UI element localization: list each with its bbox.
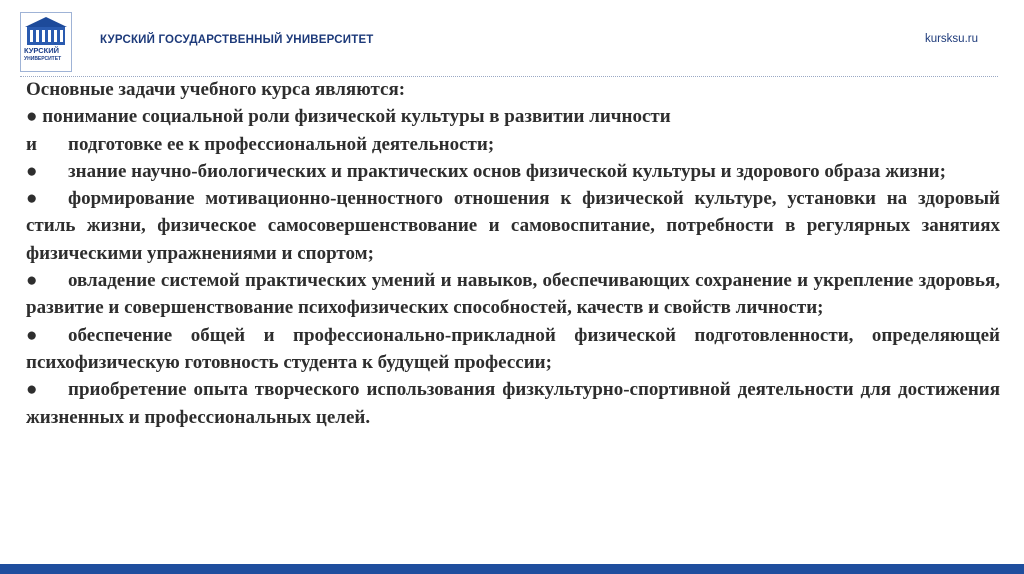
list-item xyxy=(26,103,1000,130)
slide-header xyxy=(0,0,1024,76)
list-item-text: овладение системой практических умений и навыков, обеспечивающих сохранение и укрепление здоровья, развитие и совершенствование психофизических способностей, качеств и свойств личности; xyxy=(26,270,1000,319)
slide-heading: Основные задачи учебного курса являются: xyxy=(26,79,406,100)
bullet-marker: ● xyxy=(26,188,38,210)
list-item xyxy=(26,158,1000,185)
bullet-marker: ● xyxy=(26,270,38,292)
list-item-text: формирование мотивационно-ценностного отношения к физической культуре, установки на здоровый стиль жизни, физическое самосовершенствование и самовоспитание, потребности в регулярных занятиях физическими упражнениями и спортом; xyxy=(26,188,1000,264)
list-item xyxy=(26,267,1000,322)
bullet-marker: ● xyxy=(26,379,38,401)
list-item-text: приобретение опыта творческого использования физкультурно-спортивной деятельности для достижения жизненных и профессиональных целей. xyxy=(26,379,1000,428)
logo-text-line2: УНИВЕРСИТЕТ xyxy=(24,56,62,62)
bullet-marker: ● xyxy=(26,324,38,346)
building-icon xyxy=(21,13,71,47)
bullet-marker: и xyxy=(26,133,37,155)
list-item xyxy=(26,376,1000,431)
bullet-marker: ● xyxy=(26,160,38,182)
list-item-text: знание научно-биологических и практических основ физической культуры и здорового образа жизни; xyxy=(68,160,946,182)
site-url-link[interactable]: kursksu.ru xyxy=(924,33,978,45)
list-item-text: понимание социальной роли физической культуры в развитии личности xyxy=(42,106,671,128)
logo-text-line1: КУРСКИЙ xyxy=(24,46,60,55)
footer-bar xyxy=(0,564,1024,574)
list-item-text: подготовке ее к профессиональной деятельности; xyxy=(68,133,495,155)
list-item xyxy=(26,185,1000,267)
logo-caption xyxy=(24,47,70,63)
bullet-marker: ● xyxy=(26,106,38,128)
list-item xyxy=(26,131,1000,158)
university-logo xyxy=(20,12,72,72)
slide-body xyxy=(26,76,1000,431)
list-item xyxy=(26,322,1000,377)
university-name: КУРСКИЙ ГОСУДАРСТВЕННЫЙ УНИВЕРСИТЕТ xyxy=(100,34,374,46)
list-item-text: обеспечение общей и профессионально-прикладной физической подготовленности, определяющей психофизическую готовность студента к будущей профессии; xyxy=(26,324,1000,373)
